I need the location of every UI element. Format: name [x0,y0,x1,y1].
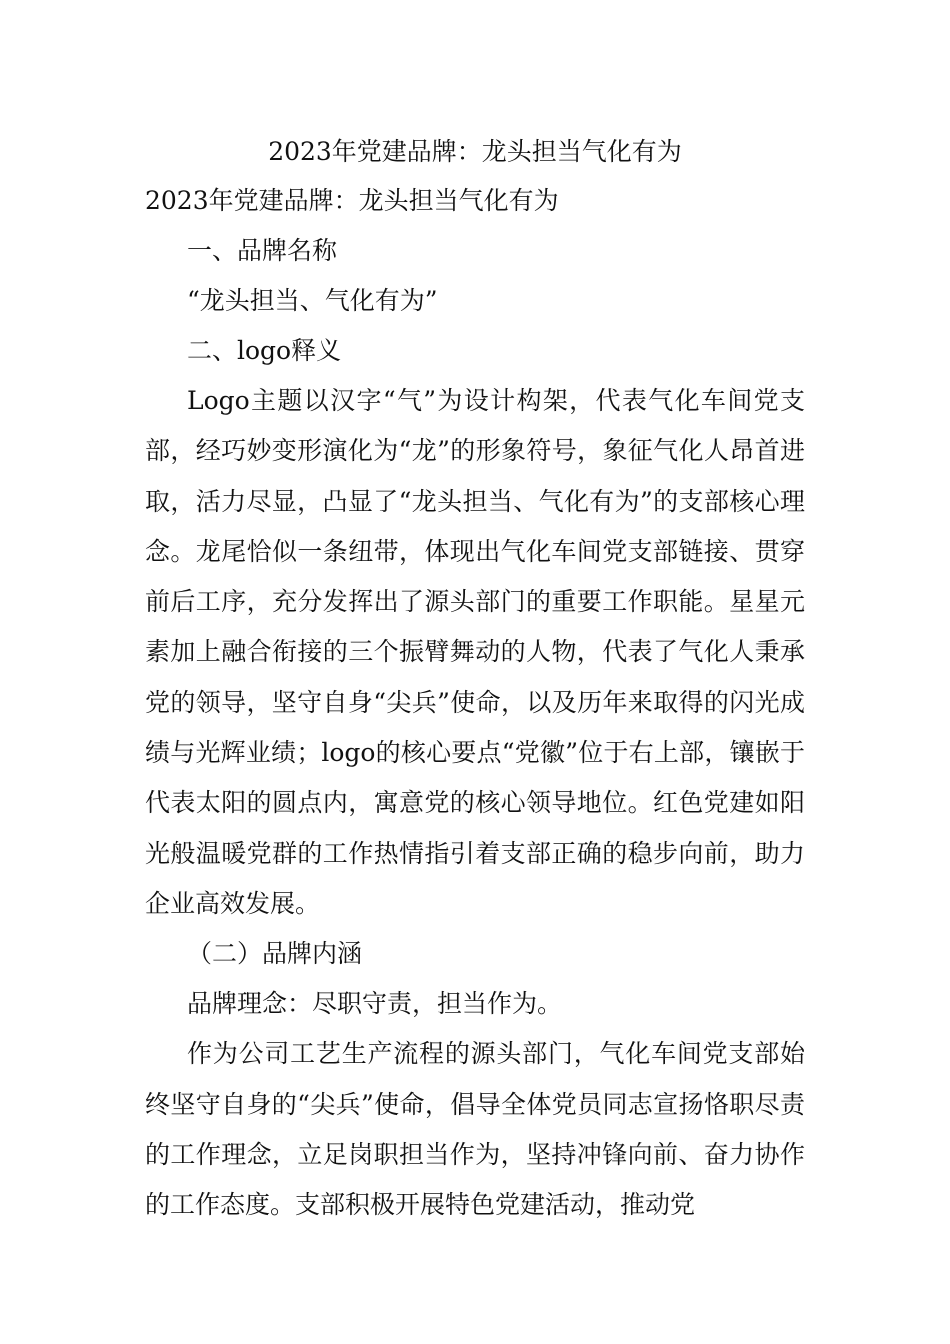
section-heading-brand-connotation: （二）品牌内涵 [187,939,363,969]
brand-concept-paragraph: 作为公司工艺生产流程的源头部门，气化车间党支部始终坚守自身的“尖兵”使命，倡导全体党员同志宣扬恪职尽责的工作理念，立足岗职担当作为，坚持冲锋向前、奋力协作的工作态度。支部积极开展特色党建活动，推动党 [145,1039,805,1220]
section-heading-brand-name: 一、品牌名称 [187,236,338,265]
section-heading-logo: 二、logo释义 [187,336,342,365]
brand-concept-text: 品牌理念：尽职守责，担当作为。 [187,989,563,1019]
document-body [145,128,805,1230]
document-title: 2023年党建品牌：龙头担当气化有为 [268,137,682,166]
document-subtitle: 2023年党建品牌：龙头担当气化有为 [145,186,559,215]
logo-description-paragraph: Logo主题以汉字“气”为设计构架，代表气化车间党支部，经巧妙变形演化为“龙”的形象符号，象征气化人昂首进取，活力尽显，凸显了“龙头担当、气化有为”的支部核心理念。龙尾恰似一条纽带，体现出气化车间党支部链接、贯穿前后工序，充分发挥出了源头部门的重要工作职能。星星元素加上融合衔接的三个振臂舞动的人物，代表了气化人秉承党的领导，坚守自身“尖兵”使命，以及历年来取得的闪光成绩与光辉业绩；logo的核心要点“党徽”位于右上部，镶嵌于代表太阳的圆点内，寓意党的核心领导地位。红色党建如阳光般温暖党群的工作热情指引着支部正确的稳步向前，助力企业高效发展。 [145,386,805,918]
brand-name-text: “龙头担当、气化有为” [187,286,438,315]
